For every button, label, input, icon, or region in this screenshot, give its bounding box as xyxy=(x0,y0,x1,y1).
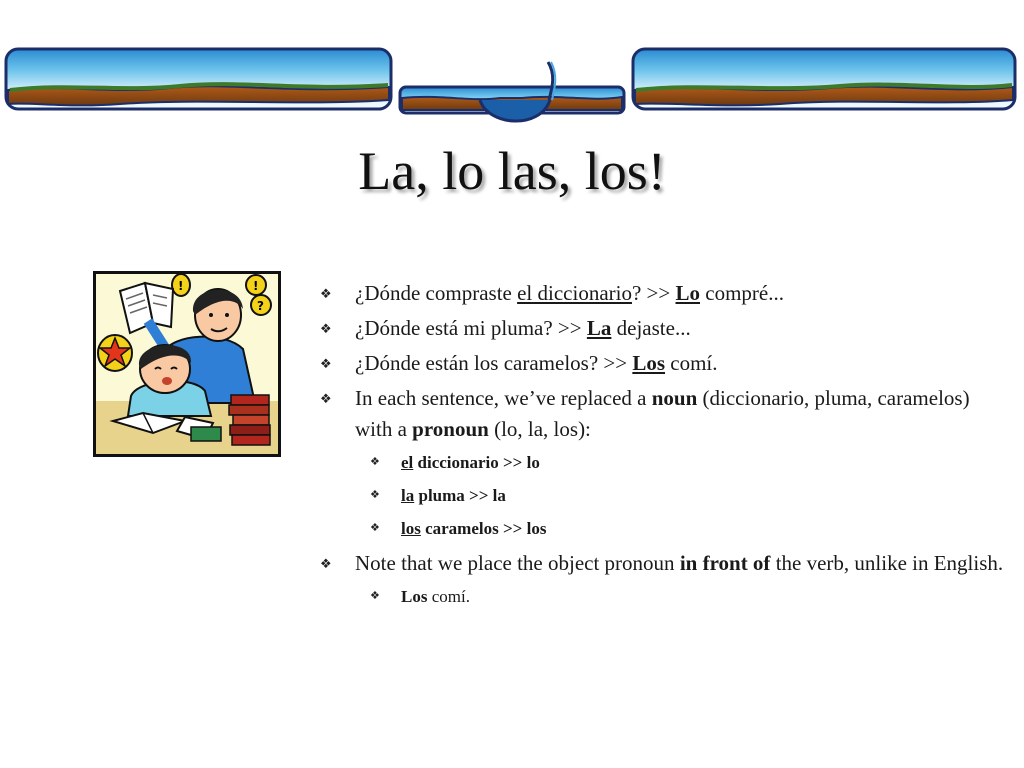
svg-text:!: ! xyxy=(178,279,184,293)
diamond-bullet-icon: ❖ xyxy=(370,590,380,602)
exclamation-bubble-icon xyxy=(172,274,190,296)
diamond-bullet-icon: ❖ xyxy=(320,321,332,336)
bullet-text: the verb, unlike in English. xyxy=(770,551,1004,575)
diamond-bullet-icon: ❖ xyxy=(370,489,380,501)
question-bubble-icon xyxy=(251,295,271,315)
bullet-item xyxy=(320,278,1010,309)
bullet-item xyxy=(320,348,1010,379)
bullet-text: la xyxy=(401,486,415,505)
bullet-text: in front of xyxy=(679,551,771,575)
bullet-text: comí. xyxy=(427,587,470,606)
diamond-bullet-icon: ❖ xyxy=(320,556,332,571)
bullet-text: ? >> xyxy=(631,281,676,305)
bullet-text: el xyxy=(401,453,414,472)
bullet-text: In each sentence, we’ve replaced a xyxy=(355,386,652,410)
bullet-text: el diccionario xyxy=(517,281,632,305)
bullet-item xyxy=(320,482,1010,509)
bullet-text: pronoun xyxy=(412,417,489,441)
landscape-banner xyxy=(0,40,1024,135)
bullet-text: Los xyxy=(401,587,428,606)
bullet-text: (diccionario, pluma, caramelos) with a xyxy=(355,386,970,441)
bullet-text: ¿Dónde compraste xyxy=(355,281,518,305)
bullet-item xyxy=(320,583,1010,610)
bullet-list xyxy=(320,278,1010,616)
diamond-bullet-icon: ❖ xyxy=(370,456,380,468)
bullet-text: (lo, la, los): xyxy=(488,417,591,441)
slide-title: La, lo las, los! xyxy=(358,141,666,201)
bullet-item xyxy=(320,313,1010,344)
bullet-text: La xyxy=(586,316,612,340)
bullet-item xyxy=(320,548,1010,579)
bullet-text: dejaste... xyxy=(611,316,691,340)
bullet-text: noun xyxy=(651,386,698,410)
bullet-text: comí. xyxy=(665,351,718,375)
bullet-item xyxy=(320,383,1010,445)
diamond-bullet-icon: ❖ xyxy=(320,356,332,371)
bullet-text: los xyxy=(401,519,421,538)
bullet-text: pluma >> la xyxy=(414,486,506,505)
diamond-bullet-icon: ❖ xyxy=(320,391,332,406)
bullet-text: Los xyxy=(632,351,666,375)
bullet-text: Note that we place the object pronoun xyxy=(355,551,680,575)
bullet-text: diccionario >> lo xyxy=(413,453,540,472)
svg-text:!: ! xyxy=(253,279,259,293)
bullet-item xyxy=(320,449,1010,476)
bullet-text: ¿Dónde está mi pluma? >> xyxy=(355,316,587,340)
bullet-item xyxy=(320,515,1010,542)
exclamation-bubble-icon xyxy=(246,275,266,295)
star-bubble-icon xyxy=(98,335,132,371)
diamond-bullet-icon: ❖ xyxy=(370,522,380,534)
bullet-text: compré... xyxy=(700,281,784,305)
bullet-text: Lo xyxy=(675,281,701,305)
svg-text:?: ? xyxy=(257,299,264,313)
bullet-text: ¿Dónde están los caramelos? >> xyxy=(355,351,633,375)
teacher-student-clipart xyxy=(93,271,281,457)
bullet-text: caramelos >> los xyxy=(420,519,547,538)
diamond-bullet-icon: ❖ xyxy=(320,286,332,301)
